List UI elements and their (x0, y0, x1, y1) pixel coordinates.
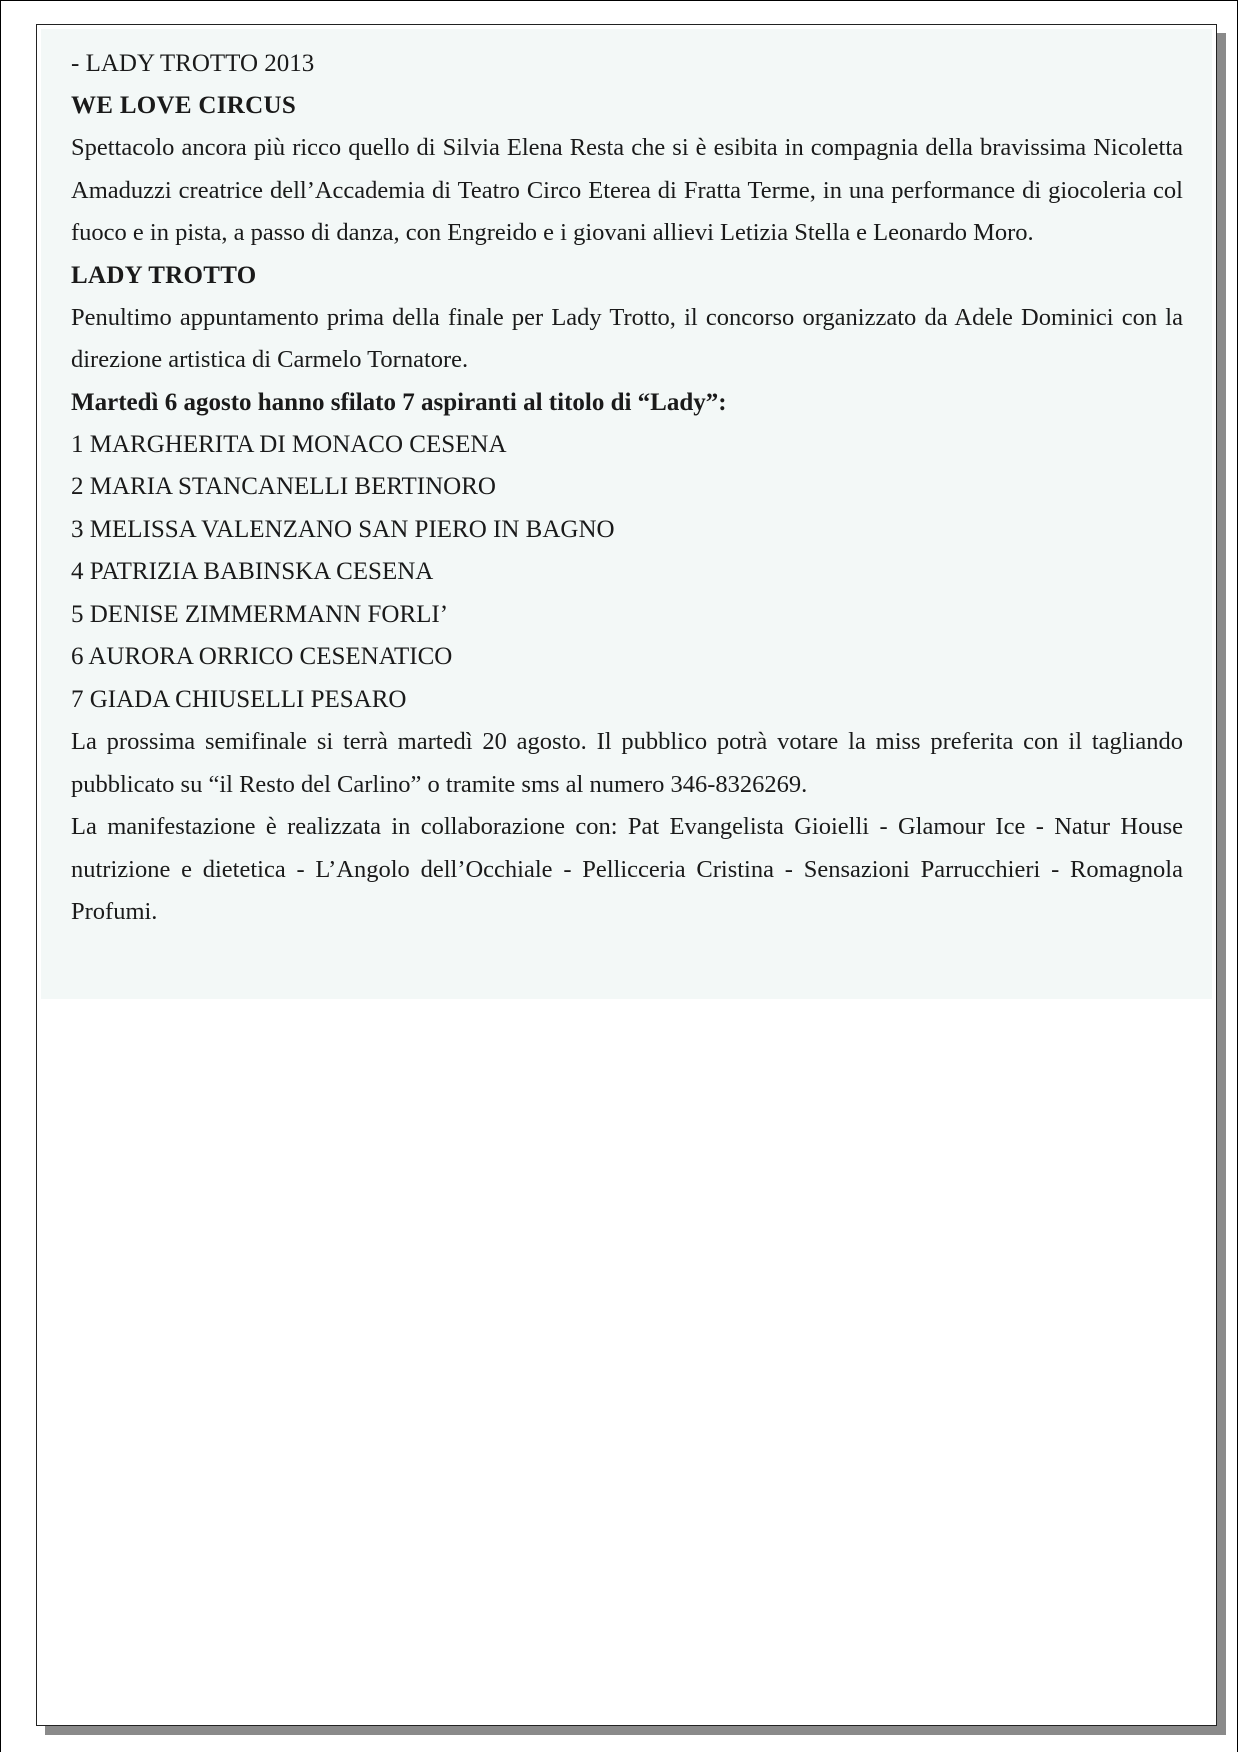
sponsors-paragraph: La manifestazione è realizzata in collaborazione con: Pat Evangelista Gioielli - Glamour Ice - Natur House nutrizione e dietetica - L’Angolo dell’Occhiale - Pellicceria Cristina - Sensazioni Parrucchieri - Romagnola Profumi. (71, 813, 1183, 925)
document-content (71, 43, 1221, 934)
lady-trotto-paragraph: Penultimo appuntamento prima della finale per Lady Trotto, il concorso organizzato da Adele Dominici con la direzione artistica di Carmelo Tornatore. (71, 303, 1183, 373)
section-heading-we-love-circus: WE LOVE CIRCUS (71, 92, 297, 119)
list-item: 6 AURORA ORRICO CESENATICO (71, 643, 453, 670)
document-page (36, 24, 1217, 1726)
list-item: 2 MARIA STANCANELLI BERTINORO (71, 473, 496, 500)
contestants-list (71, 424, 1221, 722)
section-heading-lady-trotto: LADY TROTTO (71, 261, 257, 289)
document-subtitle: - LADY TROTTO 2013 (71, 50, 315, 77)
circus-paragraph: Spettacolo ancora più ricco quello di Silvia Elena Resta che si è esibita in compagnia della bravissima Nicoletta Amaduzzi creatrice dell’Accademia di Teatro Circo Eterea di Fratta Terme, in una performance di giocoleria col fuoco e in pista, a passo di danza, con Engreido e i giovani allievi Letizia Stella e Leonardo Moro. (71, 134, 1183, 246)
list-item: 7 GIADA CHIUSELLI PESARO (71, 685, 407, 713)
list-item: 4 PATRIZIA BABINSKA CESENA (71, 558, 434, 585)
list-item: 1 MARGHERITA DI MONACO CESENA (71, 430, 507, 458)
list-item: 5 DENISE ZIMMERMANN FORLI’ (71, 600, 449, 628)
list-item: 3 MELISSA VALENZANO SAN PIERO IN BAGNO (71, 515, 615, 543)
contestants-intro: Martedì 6 agosto hanno sfilato 7 aspiranti al titolo di “Lady”: (71, 388, 727, 416)
semifinal-paragraph: La prossima semifinale si terrà martedì 20 agosto. Il pubblico potrà votare la miss preferita con il tagliando pubblicato su “il Resto del Carlino” o tramite sms al numero 346-8326269. (71, 728, 1183, 798)
